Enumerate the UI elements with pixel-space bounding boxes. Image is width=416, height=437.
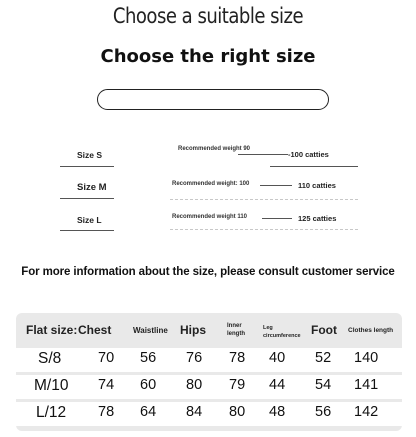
- size-label: Size M: [77, 182, 107, 193]
- divider: [60, 198, 114, 199]
- header-inner-length: [227, 322, 245, 338]
- cell-size: S/8: [38, 350, 62, 367]
- divider: [262, 218, 292, 219]
- header-circumference-label: circumference: [263, 333, 301, 339]
- divider: [270, 166, 358, 167]
- cell-hips: 80: [186, 377, 203, 393]
- cell-leg-circumference: 44: [269, 377, 286, 393]
- size-label: Size L: [77, 215, 102, 225]
- size-row-l: [60, 210, 360, 236]
- cell-leg-circumference: 48: [269, 404, 286, 420]
- recommended-weight: Recommended weight: 100: [172, 181, 250, 187]
- header-leg-label: Leg: [263, 325, 273, 331]
- cell-waist: 60: [140, 377, 157, 393]
- page-title: Choose the right size: [100, 46, 316, 67]
- cell-size: M/10: [34, 377, 69, 394]
- table-row: [16, 375, 402, 399]
- size-table: [16, 313, 402, 431]
- divider: [60, 166, 114, 167]
- divider: [238, 154, 288, 155]
- cell-chest: 74: [98, 377, 115, 393]
- header-inner-label: Inner: [227, 323, 242, 329]
- cell-leg-circumference: 40: [269, 350, 286, 366]
- recommended-weight: Recommended weight 110: [172, 214, 248, 220]
- page-title-top: Choose a suitable size: [112, 4, 304, 28]
- cell-clothes-length: 142: [354, 404, 379, 420]
- cell-waist: 64: [140, 404, 157, 420]
- cell-foot: 56: [315, 404, 332, 420]
- table-row: [16, 348, 402, 372]
- cell-foot: 54: [315, 377, 332, 393]
- cell-hips: 84: [186, 404, 203, 420]
- catties-value: 110 catties: [298, 181, 336, 190]
- cell-clothes-length: 141: [354, 377, 379, 393]
- size-label: Size S: [77, 150, 103, 160]
- header-waistline: Waistline: [133, 326, 168, 335]
- cell-waist: 56: [140, 350, 157, 366]
- table-row: [16, 402, 402, 426]
- header-hips: Hips: [180, 323, 207, 337]
- header-length-label: length: [227, 331, 245, 337]
- header-chest: Chest: [78, 323, 112, 337]
- size-row-s: [60, 146, 360, 172]
- cell-chest: 70: [98, 350, 115, 366]
- divider: [170, 229, 358, 230]
- cell-chest: 78: [98, 404, 115, 420]
- divider: [60, 230, 114, 231]
- divider: [260, 185, 292, 186]
- divider: [170, 199, 358, 200]
- cell-clothes-length: 140: [354, 350, 379, 366]
- cell-inner-length: 80: [229, 404, 246, 420]
- size-row-m: [60, 178, 360, 204]
- header-leg-circumference: [263, 324, 301, 340]
- catties-value: -100 catties: [288, 150, 329, 159]
- size-input-box: [97, 89, 329, 110]
- cell-hips: 76: [186, 350, 203, 366]
- cell-inner-length: 78: [229, 350, 246, 366]
- header-foot: Foot: [311, 323, 337, 337]
- cell-foot: 52: [315, 350, 332, 366]
- catties-value: 125 catties: [298, 214, 337, 223]
- cell-size: L/12: [36, 404, 67, 421]
- info-text: For more information about the size, please consult customer service: [21, 266, 395, 278]
- header-flat-size: Flat size:: [26, 323, 78, 337]
- recommended-weight: Recommended weight 90: [178, 146, 251, 152]
- table-header: [16, 313, 402, 349]
- header-clothes-length: Clothes length: [348, 327, 394, 334]
- cell-inner-length: 79: [229, 377, 246, 393]
